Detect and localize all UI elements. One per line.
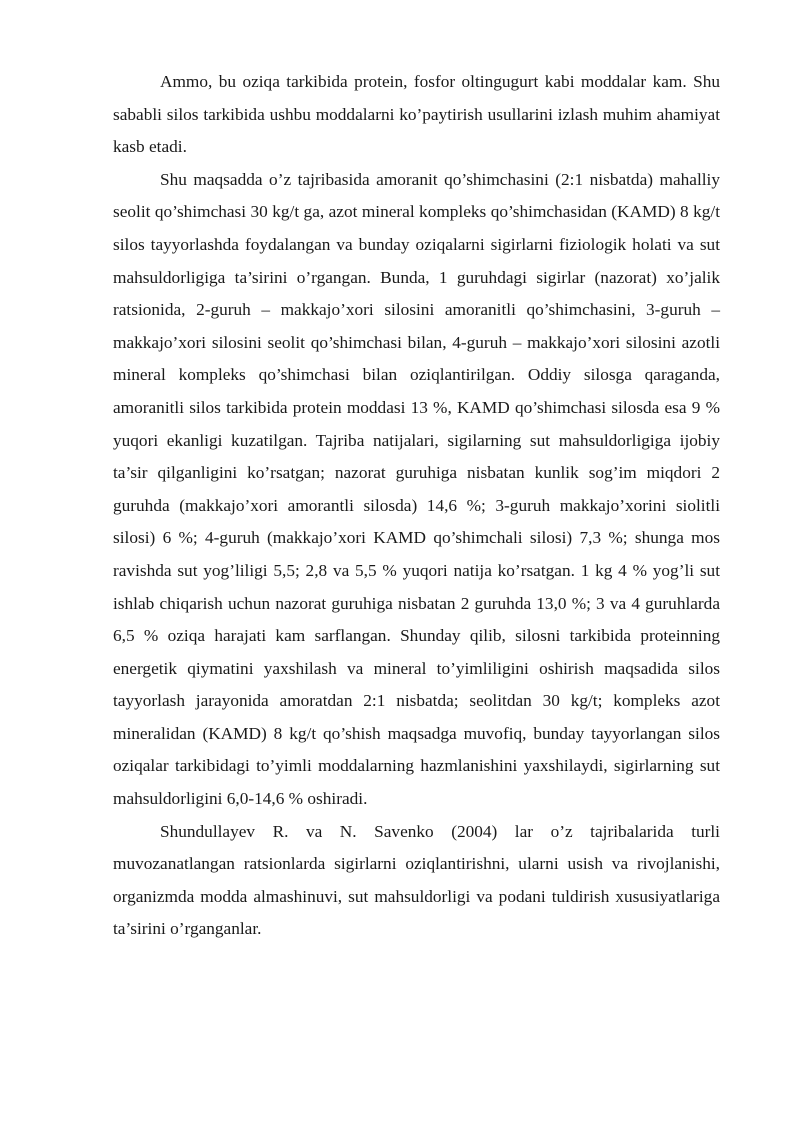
document-page <box>113 66 720 946</box>
paragraph-shundullayev-savenko: Shundullayev R. va N. Savenko (2004) lar o’z tajribalarida turli muvozanatlangan ratsionlarda sigirlarni oziqlantirishni, ularni usish va rivojlanishi, organizmda modda almashinuvi, sut mahsuldorligi va podani tuldirish xususiyatlariga ta’sirini o’rganganlar. <box>113 821 720 939</box>
paragraph-silos-protein: Ammo, bu oziqa tarkibida protein, fosfor oltingugurt kabi moddalar kam. Shu sababli silos tarkibida ushbu moddalarni ko’paytirish usullarini izlash muhim ahamiyat kasb etadi. <box>113 72 720 157</box>
paragraph-experiment-results: Shu maqsadda o’z tajribasida amoranit qo’shimchasini (2:1 nisbatda) mahalliy seolit qo’shimchasi 30 kg/t ga, azot mineral kompleks qo’shimchasidan (KAMD) 8 kg/t silos tayyorlashda foydalangan va bunday oziqalarni sigirlarni fiziologik holati va sut mahsuldorligiga ta’sirini o’rgangan. Bunda, 1 guruhdagi sigirlar (nazorat) xo’jalik ratsionida, 2-guruh – makkajo’xori silosini amoranitli qo’shimchasini, 3-guruh – makkajo’xori silosini seolit qo’shimchasi bilan, 4-guruh – makkajo’xori silosini azotli mineral kompleks qo’shimchasi bilan oziqlantirilgan. Oddiy silosga qaraganda, amoranitli silos tarkibida protein moddasi 13 %, KAMD qo’shimchasi silosda esa 9 % yuqori ekanligi kuzatilgan. Tajriba natijalari, sigilarning sut mahsuldorligiga ijobiy ta’sir qilganligini ko’rsatgan; nazorat guruhiga nisbatan kunlik sog’im miqdori 2 guruhda (makkajo’xori amorantli silosda) 14,6 %; 3-guruh makkajo’xorini siolitli silosi) 6 %; 4-guruh (makkajo’xori KAMD qo’shimchali silosi) 7,3 %; shunga mos ravishda sut yog’liligi 5,5; 2,8 va 5,5 % yuqori natija ko’rsatgan. 1 kg 4 % yog’li sut ishlab chiqarish uchun nazorat guruhiga nisbatan 2 guruhda 13,0 %; 3 va 4 guruhlarda 6,5 % oziqa harajati kam sarflangan. Shunday qilib, silosni tarkibida proteinning energetik qiymatini yaxshilash va mineral to’yimliligini oshirish maqsadida silos tayyorlash jarayonida amoratdan 2:1 nisbatda; seolitdan 30 kg/t; kompleks azot mineralidan (KAMD) 8 kg/t qo’shish maqsadga muvofiq, bunday tayyorlangan silos oziqalar tarkibidagi to’yimli moddalarning hazmlanishini yaxshilaydi, sigirlarning sut mahsuldorligini 6,0-14,6 % oshiradi. <box>113 169 720 809</box>
